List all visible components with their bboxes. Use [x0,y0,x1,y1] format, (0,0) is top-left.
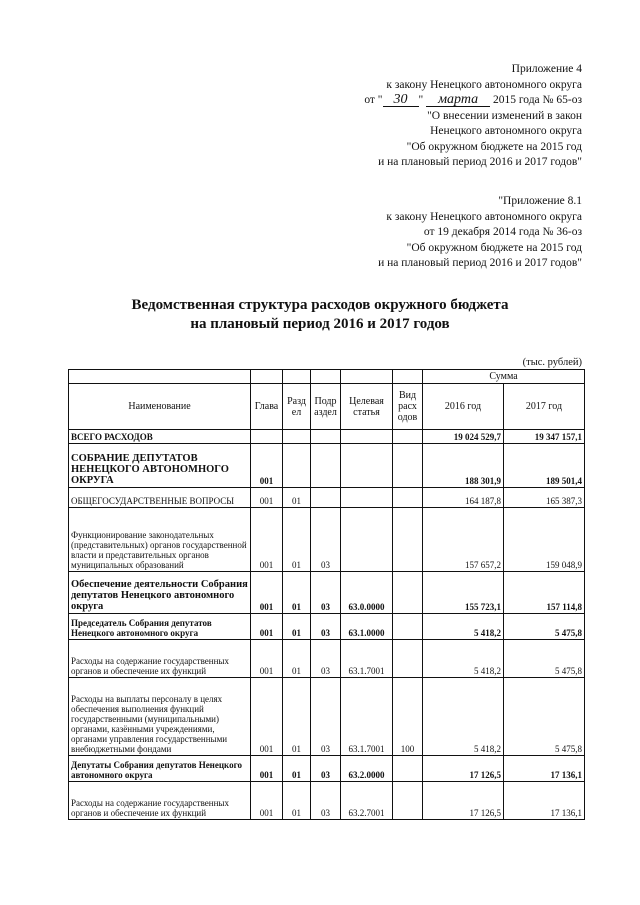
budget-table [68,369,585,820]
row-vid [393,488,423,508]
header-blank [283,370,311,384]
row-podrazdel [311,444,341,488]
row-podrazdel: 03 [311,508,341,572]
header-blank [393,370,423,384]
row-name: Расходы на содержание государственных органов и обеспечение их функций [69,782,251,820]
header-2017: 2017 год [504,384,585,430]
row-vid [393,782,423,820]
row-target: 63.2.0000 [341,756,393,782]
row-podrazdel: 03 [311,614,341,640]
row-podrazdel [311,488,341,508]
table-row [69,756,585,782]
row-razdel: 01 [283,782,311,820]
header-blank [311,370,341,384]
row-glava: 001 [251,782,283,820]
row-target [341,508,393,572]
row-2016: 5 418,2 [423,614,504,640]
row-vid [393,508,423,572]
table-row [69,614,585,640]
row-name: Председатель Собрания депутатов Ненецкого автономного округа [69,614,251,640]
header-razdel: Разд ел [283,384,311,430]
row-2017: 157 114,8 [504,572,585,614]
row-razdel [283,444,311,488]
appendix-4-line5: Ненецкого автономного округа [430,125,582,137]
header-vid: Вид расх одов [393,384,423,430]
row-name: ОБЩЕГОСУДАРСТВЕННЫЕ ВОПРОСЫ [69,488,251,508]
appendix-81-line3: от 19 декабря 2014 года № 36-оз [423,226,582,238]
row-glava: 001 [251,678,283,756]
row-podrazdel: 03 [311,640,341,678]
document-title [60,296,580,334]
table-row [69,430,585,444]
row-2017: 5 475,8 [504,614,585,640]
header-2016: 2016 год [423,384,504,430]
row-razdel: 01 [283,678,311,756]
row-razdel: 01 [283,488,311,508]
row-podrazdel: 03 [311,678,341,756]
table-row [69,444,585,488]
row-target: 63.1.0000 [341,614,393,640]
row-name: Расходы на выплаты персоналу в целях обеспечения выполнения функций государственными (муниципальными) органами, казёнными учреждениями, органами управления государственными внебюджетными фондами [69,678,251,756]
header-name: Наименование [69,384,251,430]
row-vid [393,444,423,488]
appendix-4-line1: Приложение 4 [511,63,582,75]
row-glava: 001 [251,614,283,640]
title-line2: на плановый период 2016 и 2017 годов [190,316,450,332]
row-2017: 189 501,4 [504,444,585,488]
row-target: 63.0.0000 [341,572,393,614]
row-glava: 001 [251,756,283,782]
row-podrazdel: 03 [311,572,341,614]
appendix-4-header [282,62,582,171]
row-2016: 164 187,8 [423,488,504,508]
row-glava: 001 [251,508,283,572]
row-name: Обеспечение деятельности Собрания депутатов Ненецкого автономного округа [69,572,251,614]
header-blank [251,370,283,384]
appendix-4-line4: "О внесении изменений в закон [427,109,582,122]
row-2016: 19 024 529,7 [423,430,504,444]
row-2017: 5 475,8 [504,678,585,756]
row-target [341,488,393,508]
row-name: Функционирование законодательных (представительных) органов государственной власти и представительных органов муниципальных образований [69,508,251,572]
row-razdel [283,430,311,444]
row-target: 63.2.7001 [341,782,393,820]
date-prefix: от " [364,94,383,106]
row-name: ВСЕГО РАСХОДОВ [69,430,251,444]
header-glava: Глава [251,384,283,430]
row-2016: 17 126,5 [423,782,504,820]
appendix-8-1-header [282,194,582,272]
row-razdel: 01 [283,756,311,782]
row-2016: 155 723,1 [423,572,504,614]
title-line1: Ведомственная структура расходов окружного бюджета [131,297,509,313]
units-label: (тыс. рублей) [522,357,582,368]
table-row [69,782,585,820]
row-2016: 157 657,2 [423,508,504,572]
row-2017: 5 475,8 [504,640,585,678]
row-vid [393,756,423,782]
row-2016: 188 301,9 [423,444,504,488]
row-podrazdel [311,430,341,444]
header-sum: Сумма [423,370,585,384]
row-razdel: 01 [283,508,311,572]
row-name: Расходы на содержание государственных органов и обеспечение их функций [69,640,251,678]
row-glava: 001 [251,572,283,614]
row-2016: 5 418,2 [423,640,504,678]
appendix-4-line2: к закону Ненецкого автономного округа [386,78,582,91]
handwritten-month: марта [426,94,490,107]
appendix-81-line5: и на плановый период 2016 и 2017 годов" [378,257,582,269]
row-vid [393,640,423,678]
row-2017: 17 136,1 [504,756,585,782]
row-razdel: 01 [283,640,311,678]
date-quote: " [418,94,424,106]
row-target [341,444,393,488]
row-glava [251,430,283,444]
row-name: Депутаты Собрания депутатов Ненецкого автономного округа [69,756,251,782]
row-razdel: 01 [283,614,311,640]
table-row [69,678,585,756]
row-2017: 165 387,3 [504,488,585,508]
appendix-4-line6: "Об окружном бюджете на 2015 год [406,140,582,153]
appendix-4-line7: и на плановый период 2016 и 2017 годов" [378,156,582,168]
row-glava: 001 [251,488,283,508]
appendix-81-line2: к закону Ненецкого автономного округа [386,210,582,223]
row-2016: 17 126,5 [423,756,504,782]
row-name: СОБРАНИЕ ДЕПУТАТОВ НЕНЕЦКОГО АВТОНОМНОГО ОКРУГА [69,444,251,488]
row-2017: 17 136,1 [504,782,585,820]
table-row [69,488,585,508]
table-row [69,508,585,572]
table-row [69,640,585,678]
row-vid [393,572,423,614]
row-vid [393,614,423,640]
row-razdel: 01 [283,572,311,614]
row-2017: 159 048,9 [504,508,585,572]
row-target [341,430,393,444]
header-blank [341,370,393,384]
row-2016: 5 418,2 [423,678,504,756]
row-podrazdel: 03 [311,782,341,820]
appendix-4-date-line [282,93,582,109]
table-row [69,572,585,614]
appendix-81-line1: "Приложение 8.1 [498,195,582,207]
row-target: 63.1.7001 [341,640,393,678]
row-2017: 19 347 157,1 [504,430,585,444]
row-vid: 100 [393,678,423,756]
row-vid [393,430,423,444]
header-blank [69,370,251,384]
handwritten-day: 30 [383,94,419,107]
row-glava: 001 [251,640,283,678]
row-podrazdel: 03 [311,756,341,782]
date-suffix: 2015 года № 65-оз [492,94,582,106]
header-podrazdel: Подр аздел [311,384,341,430]
row-glava: 001 [251,444,283,488]
header-target: Целевая статья [341,384,393,430]
row-target: 63.1.7001 [341,678,393,756]
appendix-81-line4: "Об окружном бюджете на 2015 год [406,241,582,254]
